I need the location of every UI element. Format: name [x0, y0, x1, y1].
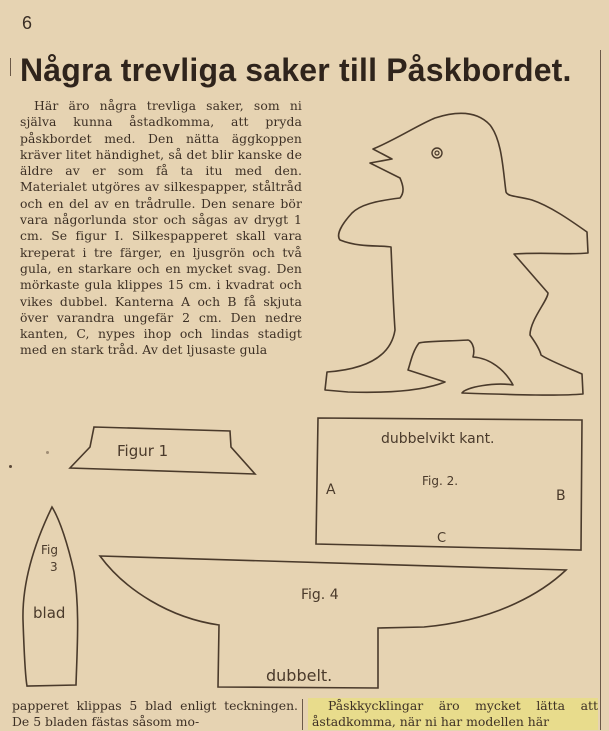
page-number: 6 — [22, 13, 33, 33]
figure-4-pattern — [100, 556, 566, 688]
ink-speck — [46, 451, 49, 454]
figure-4-caption: dubbelt. — [266, 666, 333, 685]
edge-a-label: A — [326, 482, 336, 498]
figure-2-top-label: dubbelvikt kant. — [381, 431, 495, 447]
chick-pattern — [325, 113, 588, 395]
highlighted-article-text — [308, 698, 598, 730]
bottom-left-paragraph: papperet klippas 5 blad enligt teckningen. De 5 bladen fästas såsom mo- — [12, 698, 298, 730]
page-title: Några trevliga saker till Påskbordet. — [20, 52, 572, 88]
figure-1-label: Figur 1 — [117, 442, 169, 460]
figure-3-leaf-pattern — [23, 507, 78, 686]
figure-3-label-line1: Fig — [41, 543, 58, 557]
edge-b-label: B — [556, 488, 566, 504]
figure-3-caption: blad — [33, 604, 66, 622]
figure-4-label: Fig. 4 — [301, 587, 339, 603]
bottom-right-paragraph: Påskkycklingar äro mycket lätta att åstadkomma, när ni har modellen här — [312, 698, 598, 730]
column-divider — [302, 699, 303, 730]
bottom-left-text — [12, 698, 298, 731]
edge-c-label: C — [437, 531, 447, 546]
ink-speck — [9, 465, 12, 468]
figure-2-label: Fig. 2. — [422, 474, 459, 488]
figure-3-label-line2: 3 — [50, 560, 58, 574]
intro-paragraph: Här äro några trevliga saker, som ni själva kunna åstadkomma, att pryda påskbordet med. Den nätta äggkoppen kräver litet händighet, så det blir kanske de äldre av er som få ta itu med den. Materialet utgöres av silkespapper, ståltråd och en del av en trådrulle. Den senare bör vara någorlunda stor och sågas av drygt 1 cm. Se figur I. Silkespapperet skall vara kreperat i tre färger, en ljusgrön och två gula, en starkare och en mycket svag. Den mörkaste gula klippes 15 cm. i kvadrat och vikes dubbel. Kanterna A och B få skjuta över varandra ungefär 2 cm. Den nedre kanten, C, nypes ihop och lindas stadigt med en stark tråd. Av det ljusaste gula — [20, 98, 302, 358]
